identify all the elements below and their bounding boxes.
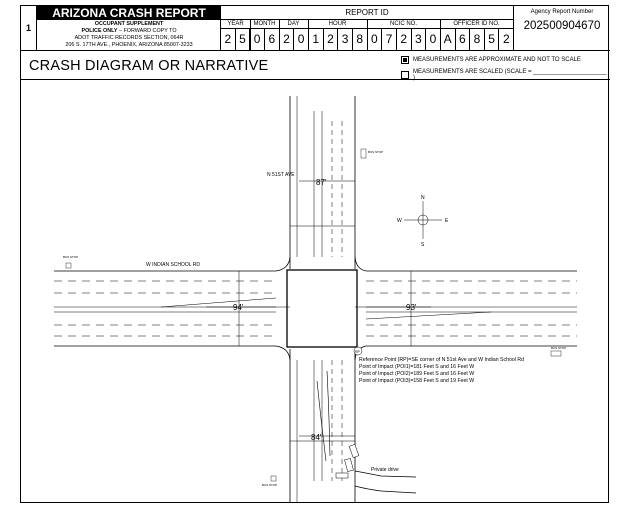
report-id-digit: 0 — [294, 29, 309, 50]
private-drive-edge — [355, 486, 416, 493]
option-scaled-label: MEASUREMENTS ARE SCALED (SCALE = ______________________ ) — [412, 69, 607, 81]
year-label: YEAR — [221, 20, 250, 29]
report-id-digit: 0 — [368, 29, 383, 50]
report-id-digit: 2 — [502, 32, 510, 46]
report-id-digit: 3 — [338, 29, 353, 50]
address-line-2: 206 S. 17TH AVE., PHOENIX, ARIZONA 85007-3233 — [65, 42, 193, 48]
crash-diagram-canvas — [21, 81, 610, 503]
sign-label: BUS STOP — [551, 346, 567, 350]
street-label-ew: W INDIAN SCHOOL RD — [146, 262, 200, 268]
report-id-digit: 2 — [280, 29, 295, 50]
compass-w: W — [397, 218, 402, 224]
street-label-ns: N 51ST AVE — [267, 172, 295, 178]
sign-label: BUS STOP — [63, 255, 79, 259]
report-id-digit: A — [441, 29, 456, 50]
approx-checkbox[interactable] — [401, 56, 409, 64]
report-id-digit: 1 — [309, 29, 324, 50]
ncic-label: NCIC NO. — [367, 20, 440, 29]
vehicle-path — [317, 381, 326, 461]
dim-west: 94' — [233, 303, 244, 312]
officer-id-label: OFFICER ID NO. — [440, 20, 513, 29]
bus-stop-sign-icon — [262, 476, 277, 487]
report-id-digit: 8 — [353, 29, 368, 50]
report-id-grid — [221, 6, 513, 50]
month-label: MONTH — [250, 20, 279, 29]
report-id-digit: 8 — [470, 29, 485, 50]
police-only-line — [37, 28, 221, 35]
police-only-text: – FORWARD COPY TO — [117, 28, 177, 34]
section-header — [21, 50, 610, 80]
intersection-box — [287, 270, 357, 347]
agency-report-box — [513, 6, 610, 50]
report-id-digit: 3 — [412, 29, 427, 50]
address-line-1: ADOT TRAFFIC RECORDS SECTION, 064R — [74, 35, 184, 41]
supplement-info — [37, 21, 221, 49]
bus-stop-sign-icon — [63, 255, 78, 268]
checkbox-mark-icon — [403, 58, 407, 62]
report-id-digit: 5 — [236, 29, 251, 50]
private-drive-label: Private drive — [371, 467, 399, 473]
report-id-digit: 7 — [382, 29, 397, 50]
agency-report-label: Agency Report Number — [530, 9, 594, 15]
rp-label: RP — [355, 350, 360, 354]
report-id-digit: 5 — [485, 29, 500, 50]
note-reference-point: Reference Point (RP)=SE corner of N 51st Ave and W Indian School Rd — [359, 357, 524, 363]
title-block — [37, 6, 221, 50]
day-label: DAY — [279, 20, 308, 29]
report-title: ARIZONA CRASH REPORT — [37, 6, 221, 20]
report-id-digit: 0 — [426, 29, 441, 50]
sheet-number: 1 — [21, 6, 37, 50]
bus-stop-sign-icon — [361, 149, 383, 158]
report-header — [21, 6, 610, 50]
compass-e: E — [445, 218, 449, 224]
dim-south: 84' — [311, 433, 322, 442]
report-id-heading: REPORT ID — [221, 6, 513, 20]
curb-corner — [355, 257, 366, 271]
report-id-digit: 0 — [250, 29, 265, 50]
report-id-digit: 2 — [397, 29, 412, 50]
option-approx-label: MEASUREMENTS ARE APPROXIMATE AND NOT TO SCALE — [413, 57, 581, 63]
report-id-digit: 2 — [324, 29, 339, 50]
bus-stop-sign-icon — [551, 346, 566, 356]
taper-line — [161, 298, 276, 307]
agency-report-number[interactable]: 202500904670 — [523, 20, 601, 32]
taper-line — [366, 312, 491, 319]
section-title: CRASH DIAGRAM OR NARRATIVE — [29, 58, 269, 74]
sign-label: BUS STOP — [368, 150, 384, 154]
compass-icon — [397, 195, 449, 248]
curb-corner — [276, 346, 290, 360]
dim-north: 87' — [316, 178, 327, 187]
sign-label: BUS STOP — [262, 483, 278, 487]
option-scaled[interactable] — [401, 69, 610, 81]
dim-east: 93' — [406, 303, 417, 312]
supplement-title: OCCUPANT SUPPLEMENT — [94, 21, 164, 27]
vehicle-icon — [336, 444, 359, 478]
report-id-digit: 2 — [221, 29, 236, 50]
crash-diagram — [21, 81, 610, 503]
police-only-label: POLICE ONLY — [81, 28, 118, 34]
note-poi1: Point of Impact (POI1)=181 Feet S and 16 Feet W — [359, 364, 475, 370]
compass-s: S — [421, 242, 425, 248]
hour-label: HOUR — [308, 20, 367, 29]
compass-n: N — [421, 195, 425, 201]
option-approx[interactable] — [401, 56, 581, 64]
vehicle-path — [327, 371, 330, 456]
crash-report-page — [20, 5, 609, 503]
report-id-digit: 6 — [265, 29, 280, 50]
report-id-digit: 6 — [456, 29, 471, 50]
note-poi2: Point of Impact (POI2)=189 Feet S and 16 Feet W — [359, 371, 475, 377]
curb-corner — [276, 257, 290, 271]
report-id-digits — [221, 29, 513, 50]
note-poi3: Point of Impact (POI3)=158 Feet S and 19 Feet W — [359, 378, 475, 384]
scaled-checkbox[interactable] — [401, 71, 409, 79]
